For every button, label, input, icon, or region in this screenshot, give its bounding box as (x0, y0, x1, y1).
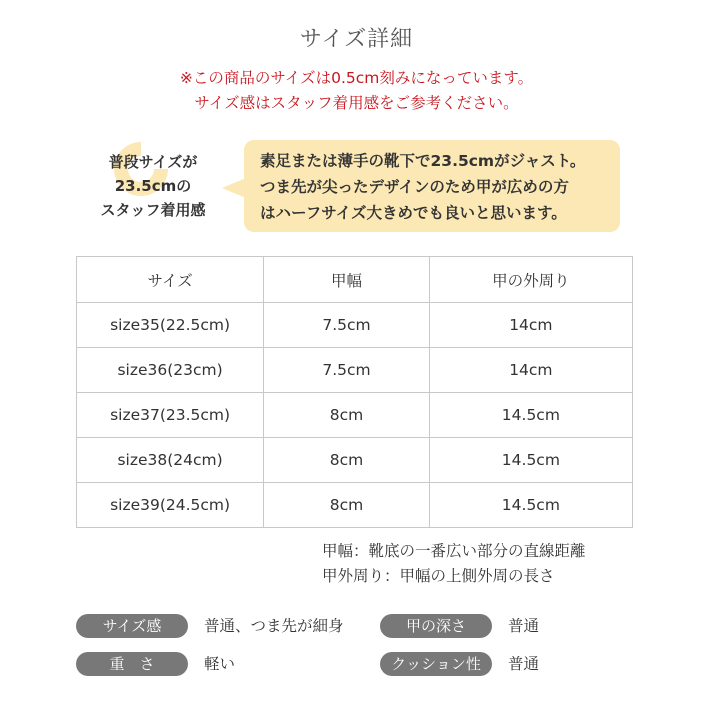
cell-instep-girth: 14.5cm (429, 483, 632, 528)
cell-size: size35(22.5cm) (77, 303, 264, 348)
definition-instep-width: 甲幅：靴底の一番広い部分の直線距離 (322, 542, 586, 560)
table-row (77, 438, 633, 483)
attr-label-instep-depth: 甲の深さ (380, 614, 492, 638)
cell-size: size36(23cm) (77, 348, 264, 393)
cell-size: size38(24cm) (77, 438, 264, 483)
staff-comment-line: はハーフサイズ大きめでも良いと思います。 (260, 204, 567, 222)
staff-comment-line: 素足または薄手の靴下で23.5cmがジャスト。 (260, 152, 586, 170)
cell-instep-width: 7.5cm (264, 348, 430, 393)
cell-instep-width: 8cm (264, 438, 430, 483)
cell-instep-width: 8cm (264, 393, 430, 438)
header-instep-girth: 甲の外周り (429, 257, 632, 303)
table-row (77, 303, 633, 348)
staff-label-line: スタッフ着用感 (100, 201, 206, 219)
attr-value-instep-depth: 普通 (508, 617, 540, 635)
cell-instep-girth: 14.5cm (429, 393, 632, 438)
attr-value-weight: 軽い (204, 655, 236, 673)
table-row (77, 393, 633, 438)
size-table (76, 256, 633, 528)
attr-value-fit: 普通、つま先が細身 (204, 617, 344, 635)
staff-comment (260, 148, 620, 226)
page-title: サイズ詳細 (299, 27, 414, 52)
cell-size: size37(23.5cm) (77, 393, 264, 438)
attr-label-weight: 重 さ (76, 652, 188, 676)
table-row (77, 483, 633, 528)
cell-instep-girth: 14.5cm (429, 438, 632, 483)
size-note-line1: ※この商品のサイズは0.5cm刻みになっています。 (179, 69, 534, 87)
cell-size: size39(24.5cm) (77, 483, 264, 528)
definition-instep-girth: 甲外周り：甲幅の上側外周の長さ (322, 567, 555, 585)
header-instep-width: 甲幅 (264, 257, 430, 303)
staff-comment-line: つま先が尖ったデザインのため甲が広めの方 (260, 178, 569, 196)
staff-label-line: 23.5cmの (114, 177, 192, 195)
cell-instep-width: 7.5cm (264, 303, 430, 348)
attr-label-fit: サイズ感 (76, 614, 188, 638)
header-size: サイズ (77, 257, 264, 303)
staff-label-line: 普段サイズが (108, 153, 198, 171)
cell-instep-girth: 14cm (429, 348, 632, 393)
size-note-line2: サイズ感はスタッフ着用感をご参考ください。 (194, 94, 519, 112)
cell-instep-width: 8cm (264, 483, 430, 528)
bubble-tail (222, 178, 246, 198)
table-row (77, 348, 633, 393)
cell-instep-girth: 14cm (429, 303, 632, 348)
attr-label-cushion: クッション性 (380, 652, 492, 676)
attr-value-cushion: 普通 (508, 655, 540, 673)
table-header-row (77, 257, 633, 303)
staff-label (78, 150, 228, 222)
